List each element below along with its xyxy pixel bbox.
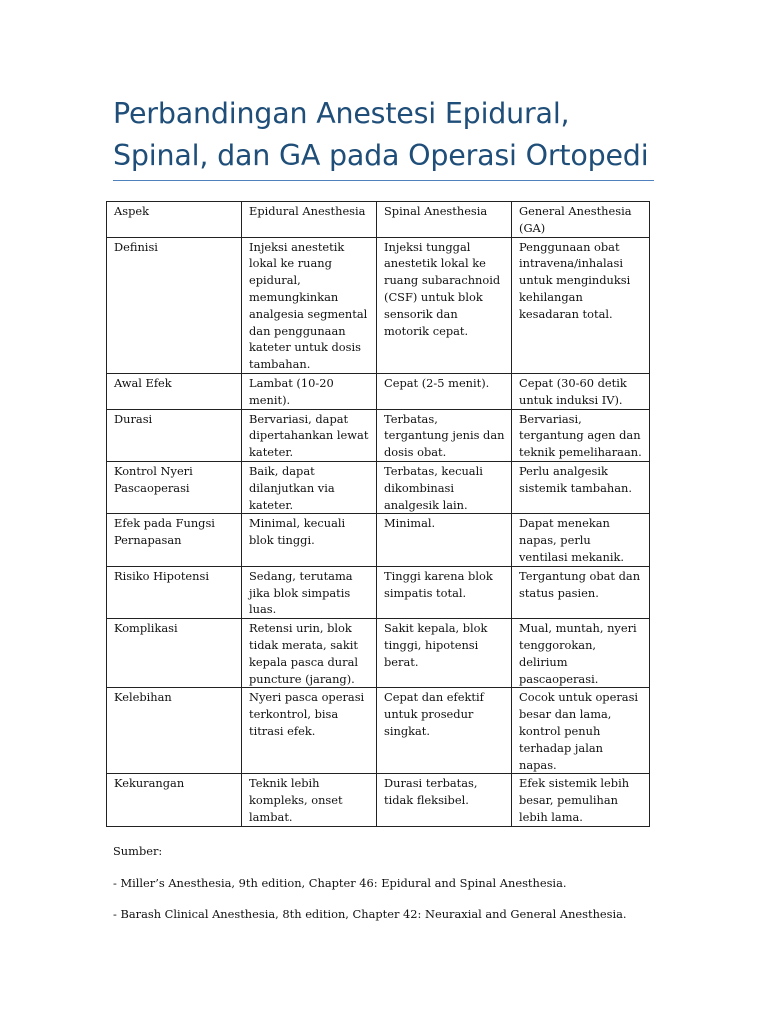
table-cell: Sakit kepala, blok tinggi, hipotensi berat. bbox=[377, 619, 512, 688]
row-label: Definisi bbox=[107, 237, 242, 373]
row-label: Kelebihan bbox=[107, 688, 242, 774]
table-header-row bbox=[107, 202, 650, 238]
row-label: Efek pada Fungsi Pernapasan bbox=[107, 514, 242, 566]
table-cell: Bervariasi, dapat dipertahankan lewat kateter. bbox=[242, 409, 377, 461]
table-cell: Sedang, terutama jika blok simpatis luas. bbox=[242, 566, 377, 618]
header-cell-aspek: Aspek bbox=[107, 202, 242, 238]
header-cell-epidural: Epidural Anesthesia bbox=[242, 202, 377, 238]
table-cell: Dapat menekan napas, perlu ventilasi mekanik. bbox=[512, 514, 650, 566]
row-label: Durasi bbox=[107, 409, 242, 461]
comparison-table bbox=[106, 201, 650, 827]
table-cell: Terbatas, tergantung jenis dan dosis obat. bbox=[377, 409, 512, 461]
table-row bbox=[107, 774, 650, 826]
table-cell: Lambat (10-20 menit). bbox=[242, 373, 377, 409]
source-item: - Miller’s Anesthesia, 9th edition, Chapter 46: Epidural and Spinal Anesthesia. bbox=[113, 875, 567, 890]
table-cell: Bervariasi, tergantung agen dan teknik pemeliharaan. bbox=[512, 409, 650, 461]
table-cell: Cepat (30-60 detik untuk induksi IV). bbox=[512, 373, 650, 409]
table-cell: Injeksi anestetik lokal ke ruang epidural, memungkinkan analgesia segmental dan penggunaan kateter untuk dosis tambahan. bbox=[242, 237, 377, 373]
header-cell-spinal: Spinal Anesthesia bbox=[377, 202, 512, 238]
table-cell: Nyeri pasca operasi terkontrol, bisa titrasi efek. bbox=[242, 688, 377, 774]
table-cell: Cepat (2-5 menit). bbox=[377, 373, 512, 409]
row-label: Komplikasi bbox=[107, 619, 242, 688]
title-underline bbox=[113, 180, 654, 181]
table-row bbox=[107, 514, 650, 566]
table-cell: Retensi urin, blok tidak merata, sakit kepala pasca dural puncture (jarang). bbox=[242, 619, 377, 688]
table-row bbox=[107, 461, 650, 513]
table-cell: Penggunaan obat intravena/inhalasi untuk menginduksi kehilangan kesadaran total. bbox=[512, 237, 650, 373]
sources-section bbox=[113, 843, 673, 938]
table-row bbox=[107, 409, 650, 461]
document-title: Perbandingan Anestesi Epidural, Spinal, dan GA pada Operasi Ortopedi bbox=[113, 97, 649, 172]
table-cell: Cepat dan efektif untuk prosedur singkat. bbox=[377, 688, 512, 774]
table-row bbox=[107, 619, 650, 688]
table-cell: Minimal, kecuali blok tinggi. bbox=[242, 514, 377, 566]
table-cell: Injeksi tunggal anestetik lokal ke ruang subarachnoid (CSF) untuk blok sensorik dan motorik cepat. bbox=[377, 237, 512, 373]
table-cell: Terbatas, kecuali dikombinasi analgesik lain. bbox=[377, 461, 512, 513]
table-row bbox=[107, 237, 650, 373]
table-cell: Mual, muntah, nyeri tenggorokan, delirium pascaoperasi. bbox=[512, 619, 650, 688]
table-cell: Efek sistemik lebih besar, pemulihan lebih lama. bbox=[512, 774, 650, 826]
table-cell: Perlu analgesik sistemik tambahan. bbox=[512, 461, 650, 513]
row-label: Awal Efek bbox=[107, 373, 242, 409]
sources-heading: Sumber: bbox=[113, 844, 163, 858]
header-cell-general: General Anesthesia (GA) bbox=[512, 202, 650, 238]
row-label: Risiko Hipotensi bbox=[107, 566, 242, 618]
table-cell: Tergantung obat dan status pasien. bbox=[512, 566, 650, 618]
table-cell: Teknik lebih kompleks, onset lambat. bbox=[242, 774, 377, 826]
table-cell: Cocok untuk operasi besar dan lama, kontrol penuh terhadap jalan napas. bbox=[512, 688, 650, 774]
table-row bbox=[107, 688, 650, 774]
table-row bbox=[107, 566, 650, 618]
table-cell: Durasi terbatas, tidak fleksibel. bbox=[377, 774, 512, 826]
row-label: Kekurangan bbox=[107, 774, 242, 826]
table-cell: Tinggi karena blok simpatis total. bbox=[377, 566, 512, 618]
table-cell: Minimal. bbox=[377, 514, 512, 566]
table-cell: Baik, dapat dilanjutkan via kateter. bbox=[242, 461, 377, 513]
table-row bbox=[107, 373, 650, 409]
source-item: - Barash Clinical Anesthesia, 8th edition, Chapter 42: Neuraxial and General Anesthesia. bbox=[113, 907, 627, 921]
row-label: Kontrol Nyeri Pascaoperasi bbox=[107, 461, 242, 513]
